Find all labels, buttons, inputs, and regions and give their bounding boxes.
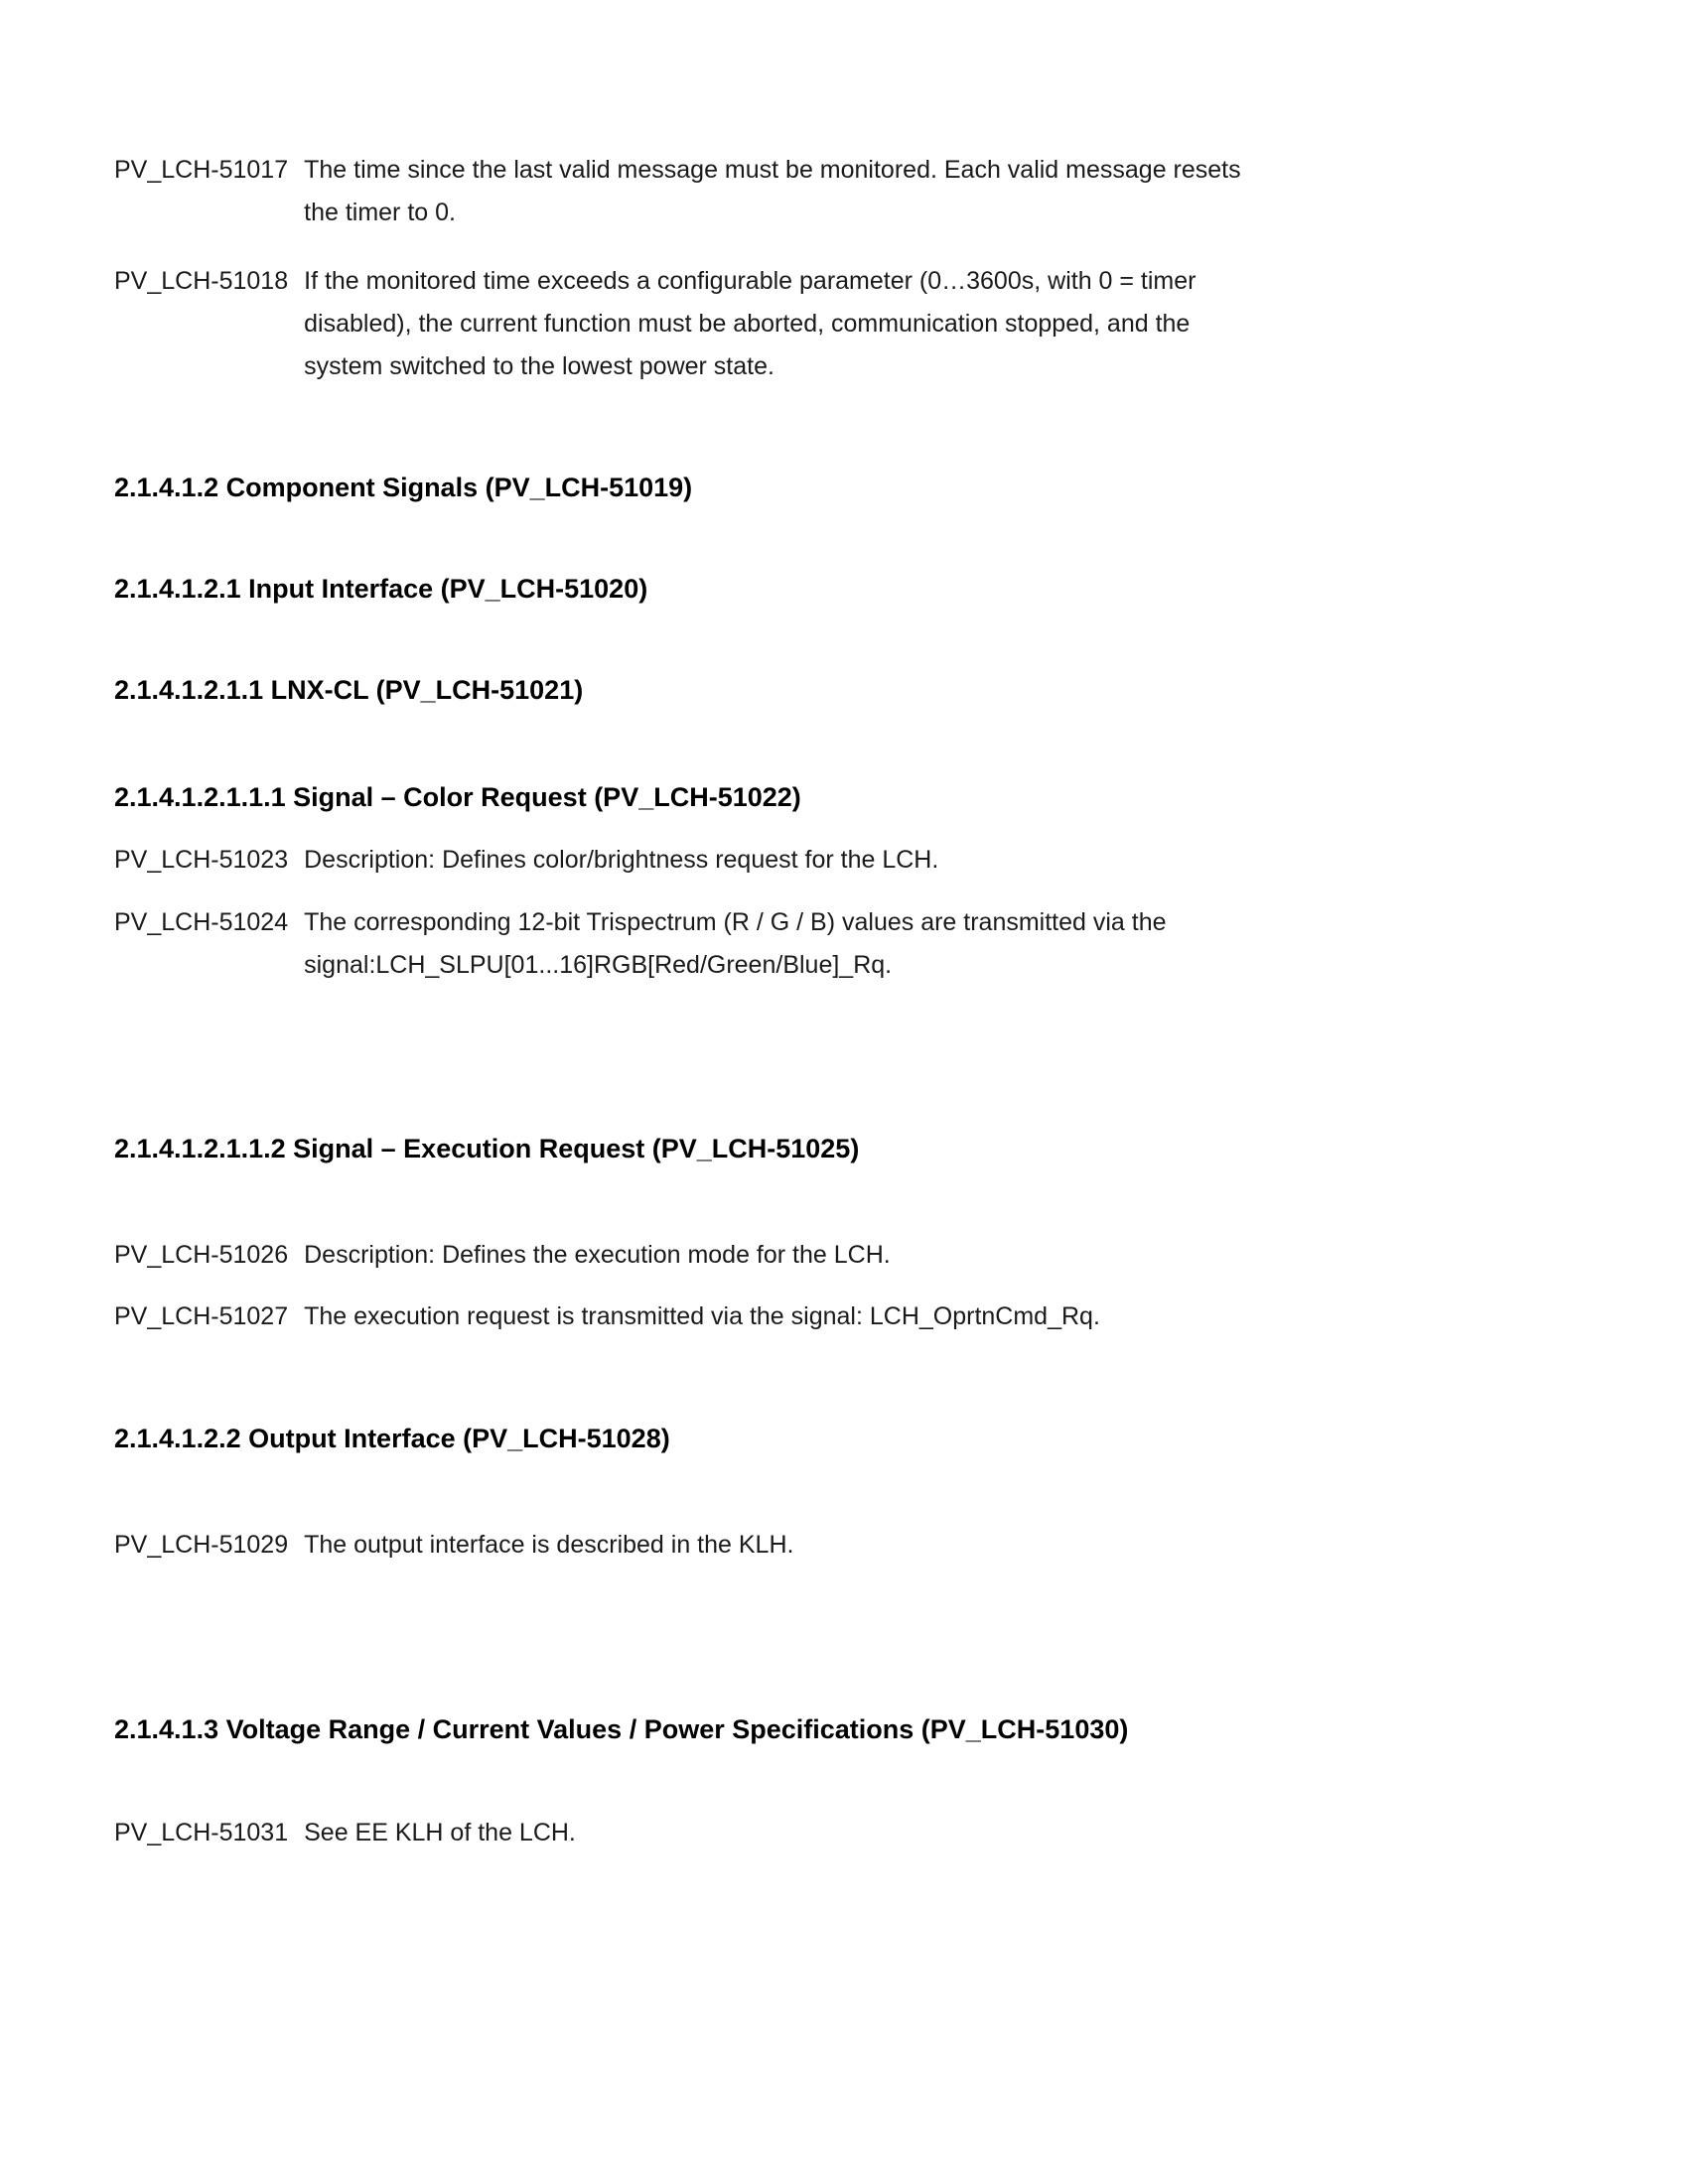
section-heading: 2.1.4.1.3 Voltage Range / Current Values / Power Specifications (PV_LCH-51030) [114, 1714, 1129, 1744]
requirement-line: the timer to 0. [304, 199, 456, 226]
requirement-line: system switched to the lowest power state. [304, 352, 774, 380]
section-heading: 2.1.4.1.2.1.1 LNX-CL (PV_LCH-51021) [114, 675, 584, 705]
section-heading: 2.1.4.1.2.1 Input Interface (PV_LCH-51020) [114, 574, 648, 604]
requirement-line: Description: Defines color/brightness request for the LCH. [304, 846, 939, 874]
requirement-text [304, 1296, 1100, 1338]
section-heading: 2.1.4.1.2.1.1.1 Signal – Color Request (PV_LCH-51022) [114, 782, 801, 812]
section-heading: 2.1.4.1.2.1.1.2 Signal – Execution Request (PV_LCH-51025) [114, 1134, 860, 1163]
requirement-line: See EE KLH of the LCH. [304, 1819, 576, 1846]
requirement-line: The execution request is transmitted via the signal: LCH_OprtnCmd_Rq. [304, 1302, 1100, 1330]
requirement-row [114, 901, 1628, 987]
requirement-line: The time since the last valid message must be monitored. Each valid message resets [304, 156, 1241, 184]
requirement-row [114, 1296, 1628, 1338]
requirement-id: PV_LCH-51026 [114, 1241, 289, 1269]
requirement-text [304, 1234, 891, 1277]
document-page [0, 149, 1688, 2184]
requirement-id: PV_LCH-51031 [114, 1819, 289, 1846]
requirement-row [114, 1524, 1628, 1567]
requirement-text [304, 1812, 576, 1854]
requirement-text [304, 901, 1166, 987]
requirement-id: PV_LCH-51024 [114, 908, 289, 936]
requirement-text [304, 260, 1196, 388]
requirement-line: If the monitored time exceeds a configurable parameter (0…3600s, with 0 = timer [304, 267, 1196, 295]
requirement-text [304, 1524, 793, 1567]
requirement-row [114, 149, 1628, 234]
requirement-text [304, 149, 1241, 234]
section-heading: 2.1.4.1.2.2 Output Interface (PV_LCH-51028) [114, 1424, 670, 1453]
requirement-row [114, 260, 1628, 388]
requirement-id: PV_LCH-51017 [114, 156, 289, 184]
requirement-id: PV_LCH-51018 [114, 267, 289, 295]
requirement-line: The corresponding 12-bit Trispectrum (R / G / B) values are transmitted via the [304, 908, 1167, 936]
requirement-id: PV_LCH-51023 [114, 846, 289, 874]
requirement-line: The output interface is described in the KLH. [304, 1531, 794, 1559]
requirement-row [114, 1812, 1628, 1854]
requirement-id: PV_LCH-51027 [114, 1302, 289, 1330]
requirement-row [114, 839, 1628, 882]
section-heading: 2.1.4.1.2 Component Signals (PV_LCH-51019) [114, 473, 693, 502]
requirement-id: PV_LCH-51029 [114, 1531, 289, 1559]
requirement-line: disabled), the current function must be aborted, communication stopped, and the [304, 310, 1191, 338]
requirement-line: Description: Defines the execution mode for the LCH. [304, 1241, 891, 1269]
requirement-line: signal:LCH_SLPU[01...16]RGB[Red/Green/Blue]_Rq. [304, 951, 893, 979]
requirement-text [304, 839, 938, 882]
requirement-row [114, 1234, 1628, 1277]
